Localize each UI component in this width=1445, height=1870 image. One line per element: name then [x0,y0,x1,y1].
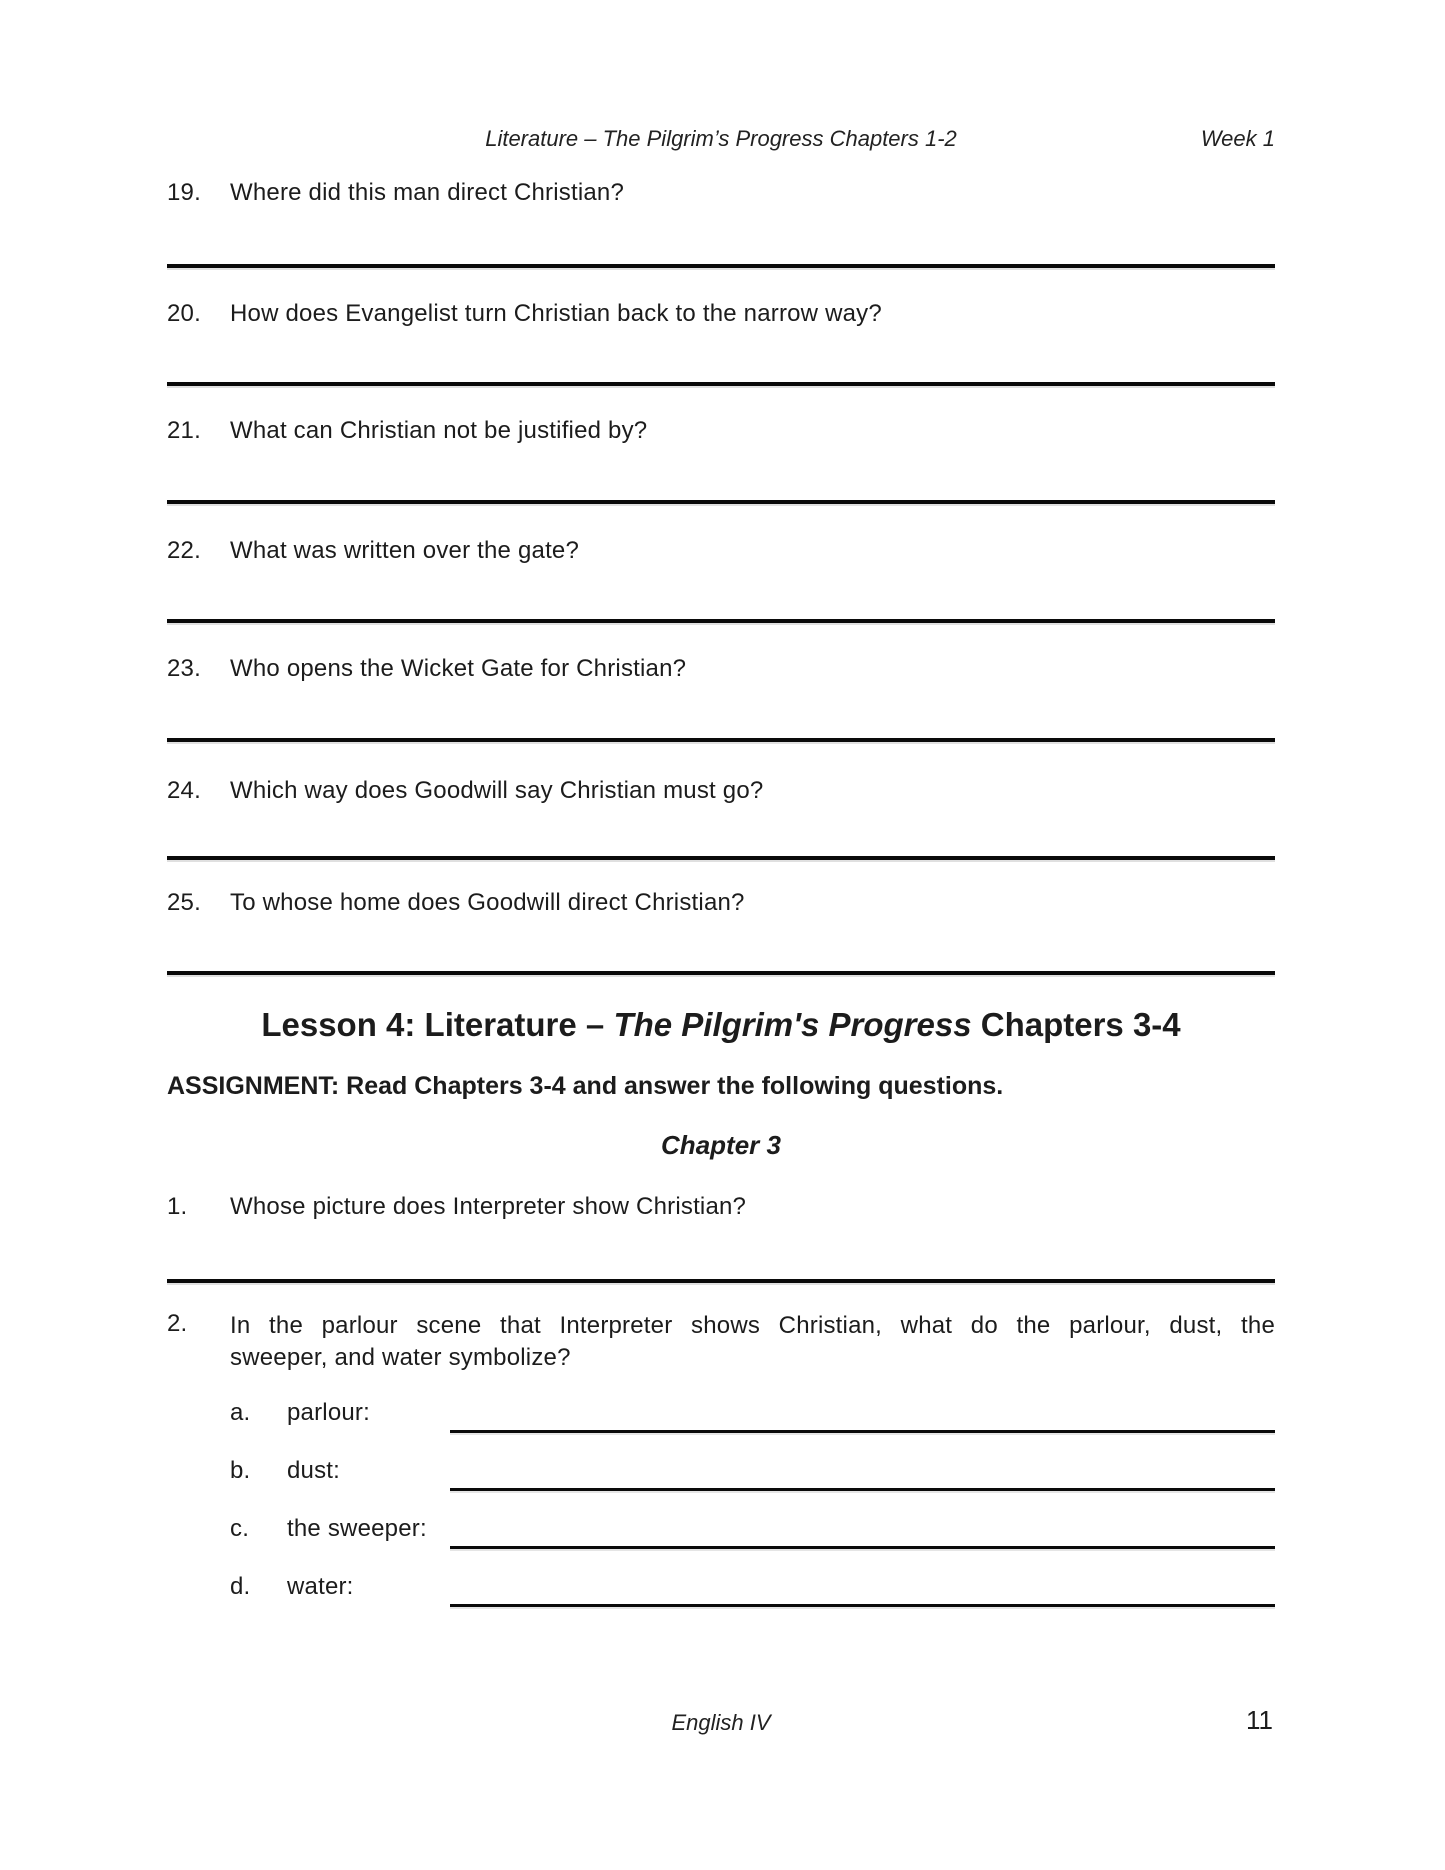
lesson-heading-prefix: Lesson 4: Literature – [261,1006,614,1043]
answer-blank-line [167,382,1275,386]
question-row-23 [167,654,1275,684]
question-text: Whose picture does Interpreter show Christian? [230,1193,747,1220]
answer-blank-line [167,1279,1275,1283]
question-text: What was written over the gate? [230,537,580,564]
subitem-row-b [230,1457,340,1485]
question-row-21 [167,416,1275,446]
question-row-1 [167,1192,1275,1222]
subitem-letter: a. [230,1399,251,1426]
page-header [167,126,1275,156]
question-text: Where did this man direct Christian? [230,179,625,206]
question-number: 22. [167,537,201,564]
assignment-instruction: ASSIGNMENT: Read Chapters 3-4 and answer the following questions. [167,1072,1004,1100]
question-number: 20. [167,300,201,327]
question-number: 23. [167,655,201,682]
question-row-2 [167,1310,1275,1374]
answer-blank-line [167,264,1275,268]
subitem-blank-line [450,1430,1275,1433]
question-number: 21. [167,417,201,444]
question-number: 2. [167,1310,188,1337]
question-text-line-1: In the parlour scene that Interpreter shows Christian, what do the parlour, dust, the [230,1312,1275,1339]
chapter-heading: Chapter 3 [661,1130,781,1160]
question-number: 25. [167,889,201,916]
subitem-letter: d. [230,1573,251,1600]
header-week-label: Week 1 [1200,126,1275,151]
lesson-heading [167,1006,1275,1044]
question-text: To whose home does Goodwill direct Christian? [230,889,745,916]
question-row-22 [167,536,1275,566]
answer-blank-line [167,619,1275,623]
question-row-24 [167,776,1275,806]
question-text: What can Christian not be justified by? [230,417,648,444]
answer-blank-line [167,738,1275,742]
question-text: Who opens the Wicket Gate for Christian? [230,655,687,682]
subitem-row-d [230,1573,354,1601]
subitem-blank-line [450,1604,1275,1607]
subitem-letter: b. [230,1457,251,1484]
footer-page-number: 11 [1246,1705,1273,1735]
answer-blank-line [167,971,1275,975]
subitem-blank-line [450,1488,1275,1491]
footer-course-label: English IV [671,1710,771,1735]
question-text-line-2: sweeper, and water symbolize? [230,1344,571,1371]
subitem-label: water: [287,1573,354,1600]
subitem-blank-line [450,1546,1275,1549]
header-title: Literature – The Pilgrim’s Progress Chapters 1-2 [485,126,957,151]
answer-blank-line [167,856,1275,860]
subitem-row-a [230,1399,370,1427]
question-number: 24. [167,777,201,804]
question-text: Which way does Goodwill say Christian must go? [230,777,764,804]
answer-blank-line [167,500,1275,504]
question-row-20 [167,299,1275,329]
question-text: How does Evangelist turn Christian back to the narrow way? [230,300,882,327]
subitem-letter: c. [230,1515,250,1542]
lesson-heading-book-title: The Pilgrim's Progress [613,1006,972,1043]
question-number: 19. [167,179,201,206]
lesson-heading-suffix: Chapters 3-4 [971,1006,1181,1043]
question-row-25 [167,888,1275,918]
subitem-label: parlour: [287,1399,370,1426]
subitem-row-c [230,1515,427,1543]
subitem-label: dust: [287,1457,341,1484]
subitem-label: the sweeper: [287,1515,427,1542]
question-number: 1. [167,1193,188,1220]
question-text [230,1310,1275,1374]
question-row-19 [167,178,1275,208]
